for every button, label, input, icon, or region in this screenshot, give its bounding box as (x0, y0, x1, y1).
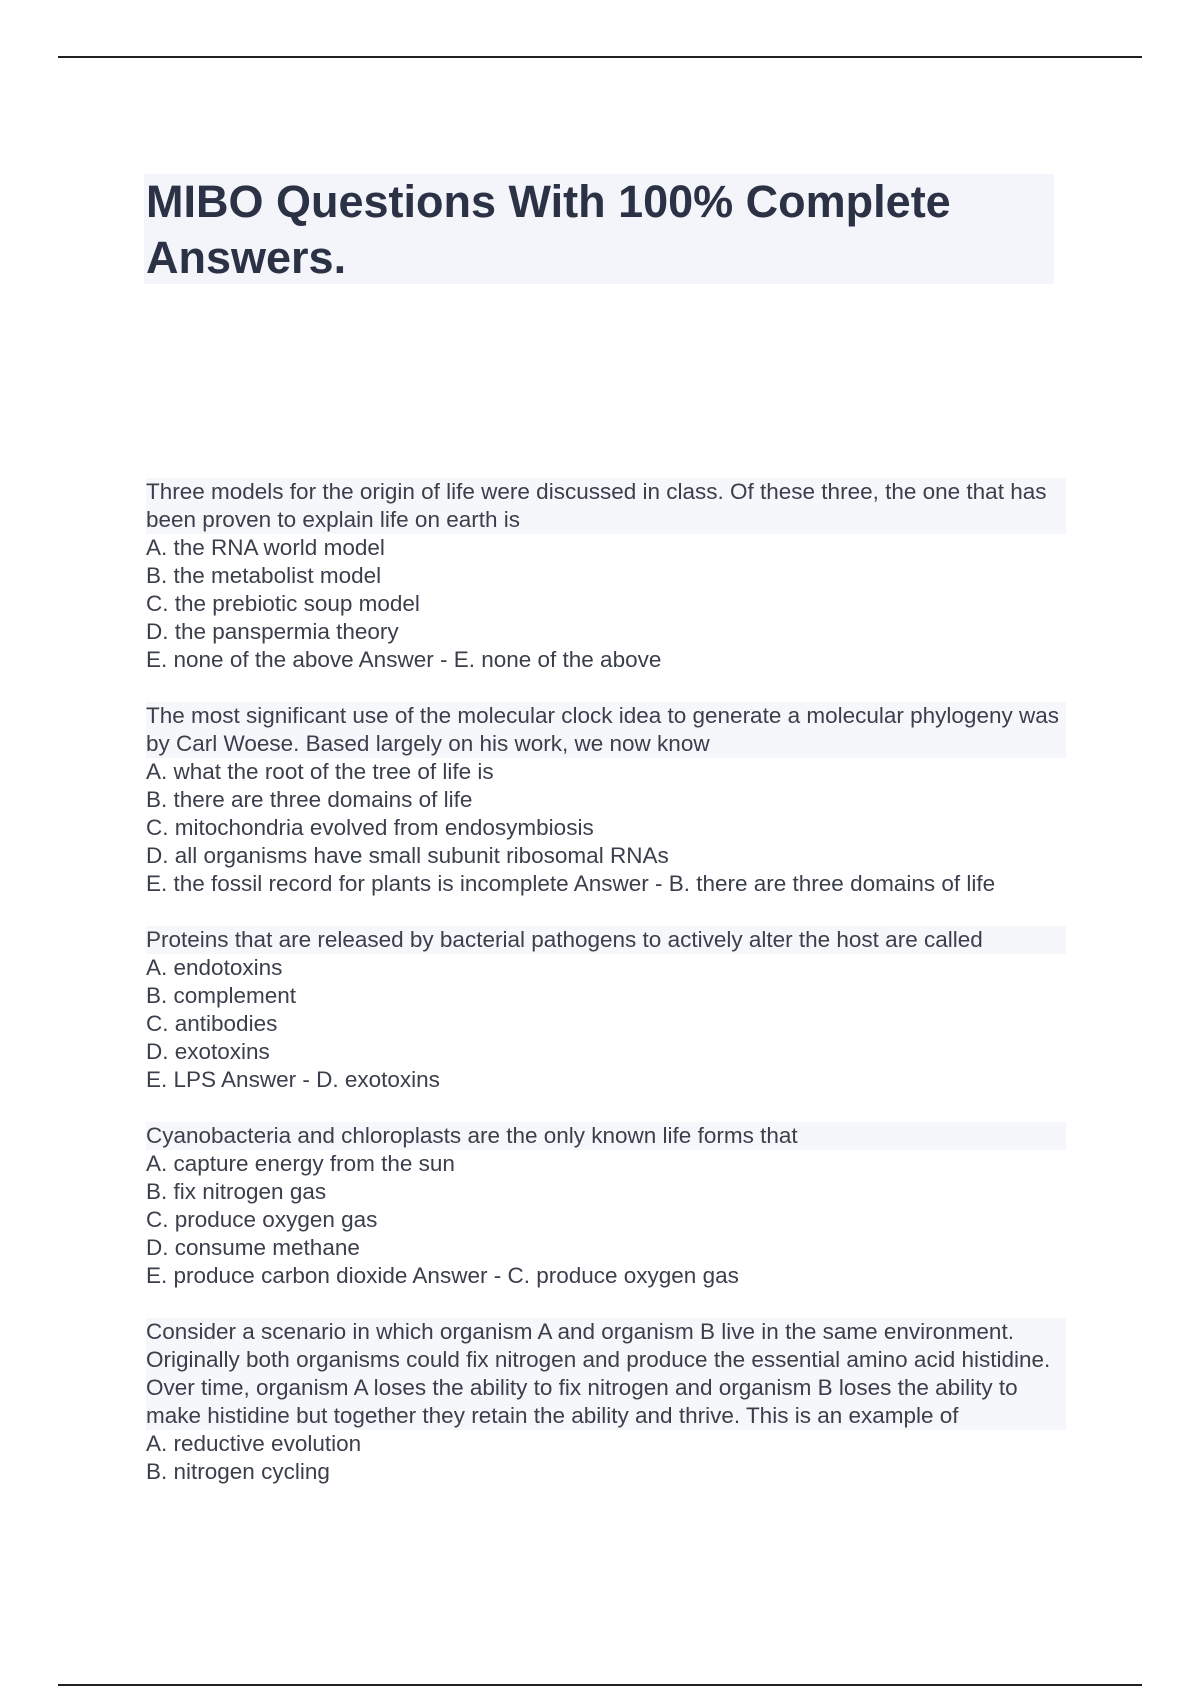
option-c: C. produce oxygen gas (146, 1207, 378, 1232)
document-title: MIBO Questions With 100% Complete Answers. (146, 176, 951, 283)
option-c: C. mitochondria evolved from endosymbiosis (146, 815, 594, 840)
option-b: B. there are three domains of life (146, 787, 473, 812)
question-text: The most significant use of the molecular clock idea to generate a molecular phylogeny was by Carl Woese. Based largely on his work, we now know (146, 702, 1066, 758)
question-block-5 (146, 1318, 1066, 1486)
footer-rule (58, 1684, 1142, 1686)
option-e-answer: E. none of the above Answer - E. none of the above (146, 647, 662, 672)
option-a: A. the RNA world model (146, 535, 385, 560)
question-list (146, 478, 1066, 1514)
question-block-2 (146, 702, 1066, 898)
option-b: B. the metabolist model (146, 563, 382, 588)
question-text: Three models for the origin of life were discussed in class. Of these three, the one that has been proven to explain life on earth is (146, 478, 1066, 534)
question-block-3 (146, 926, 1066, 1094)
option-a: A. reductive evolution (146, 1431, 362, 1456)
option-e-answer: E. produce carbon dioxide Answer - C. produce oxygen gas (146, 1263, 739, 1288)
question-text: Proteins that are released by bacterial pathogens to actively alter the host are called (146, 926, 1066, 954)
option-d: D. exotoxins (146, 1039, 270, 1064)
option-e-answer: E. LPS Answer - D. exotoxins (146, 1067, 440, 1092)
option-b: B. fix nitrogen gas (146, 1179, 327, 1204)
question-text: Consider a scenario in which organism A and organism B live in the same environment. Originally both organisms could fix nitrogen and produce the essential amino acid histidine. Over time, organism A loses the ability to fix nitrogen and organism B loses the ability to make histidine but together they retain the ability and thrive. This is an example of (146, 1318, 1066, 1430)
question-text: Cyanobacteria and chloroplasts are the only known life forms that (146, 1122, 1066, 1150)
question-block-1 (146, 478, 1066, 674)
header-rule (58, 56, 1142, 58)
option-c: C. the prebiotic soup model (146, 591, 420, 616)
option-b: B. complement (146, 983, 297, 1008)
option-a: A. endotoxins (146, 955, 283, 980)
option-d: D. the panspermia theory (146, 619, 399, 644)
option-d: D. all organisms have small subunit ribosomal RNAs (146, 843, 669, 868)
option-b: B. nitrogen cycling (146, 1459, 330, 1484)
option-d: D. consume methane (146, 1235, 360, 1260)
option-a: A. capture energy from the sun (146, 1151, 455, 1176)
question-block-4 (146, 1122, 1066, 1290)
option-a: A. what the root of the tree of life is (146, 759, 494, 784)
option-c: C. antibodies (146, 1011, 278, 1036)
option-e-answer: E. the fossil record for plants is incomplete Answer - B. there are three domains of life (146, 871, 996, 896)
